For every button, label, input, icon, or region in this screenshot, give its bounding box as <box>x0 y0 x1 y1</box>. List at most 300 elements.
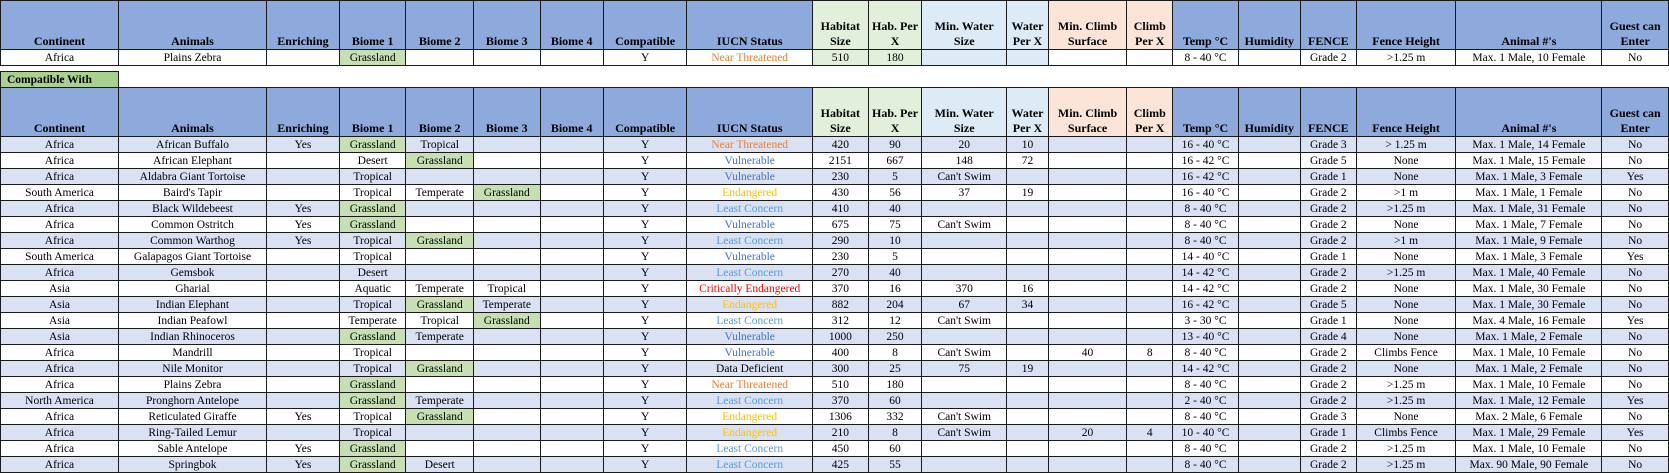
cell-fence-height[interactable]: None <box>1356 153 1456 169</box>
cell-fence[interactable]: Grade 2 <box>1300 377 1356 393</box>
cell-continent[interactable]: Africa <box>1 361 119 377</box>
cell-hab-per-x[interactable]: 180 <box>868 50 922 66</box>
cell-water-per-x[interactable] <box>1007 217 1049 233</box>
main-header-biome-2[interactable]: Biome 2 <box>406 1 474 50</box>
cell-habitat-size[interactable]: 370 <box>812 393 868 409</box>
cell-temp[interactable]: 10 - 40 °C <box>1173 425 1238 441</box>
cell-guest-can-enter[interactable]: No <box>1602 361 1669 377</box>
cell-climb-per-x[interactable] <box>1127 457 1173 473</box>
cell-animal-counts[interactable]: Max. 2 Male, 6 Female <box>1456 409 1602 425</box>
cell-continent[interactable]: Africa <box>1 345 119 361</box>
cell-fence[interactable]: Grade 2 <box>1300 233 1356 249</box>
cell-compatible[interactable]: Y <box>603 393 687 409</box>
cell-hab-per-x[interactable]: 75 <box>868 217 922 233</box>
cell-water-per-x[interactable] <box>1007 345 1049 361</box>
cell-temp[interactable]: 8 - 40 °C <box>1173 201 1238 217</box>
cell-min-water-size[interactable]: 75 <box>922 361 1007 377</box>
cell-hab-per-x[interactable]: 5 <box>868 169 922 185</box>
cell-enriching[interactable]: Yes <box>267 441 340 457</box>
cell-min-water-size[interactable]: Can't Swim <box>922 345 1007 361</box>
cell-min-climb-surface[interactable] <box>1048 169 1126 185</box>
cell-min-climb-surface[interactable] <box>1048 441 1126 457</box>
cell-temp[interactable]: 14 - 42 °C <box>1173 265 1238 281</box>
cell-water-per-x[interactable] <box>1007 329 1049 345</box>
cell-habitat-size[interactable]: 1306 <box>812 409 868 425</box>
cell-climb-per-x[interactable] <box>1127 409 1173 425</box>
cell-biome-2[interactable]: Grassland <box>406 233 474 249</box>
cell-biome-1[interactable]: Tropical <box>339 409 406 425</box>
cell-climb-per-x[interactable] <box>1127 313 1173 329</box>
cell-animals[interactable]: Sable Antelope <box>118 441 266 457</box>
cell-animals[interactable]: Indian Rhinoceros <box>118 329 266 345</box>
cell-climb-per-x[interactable] <box>1127 329 1173 345</box>
cell-min-climb-surface[interactable] <box>1048 377 1126 393</box>
cell-fence-height[interactable]: None <box>1356 361 1456 377</box>
cell-animal-counts[interactable]: Max. 1 Male, 15 Female <box>1456 153 1602 169</box>
cell-enriching[interactable] <box>267 265 340 281</box>
cell-biome-3[interactable] <box>474 457 541 473</box>
cell-continent[interactable]: South America <box>1 185 119 201</box>
cell-fence-height[interactable]: Climbs Fence <box>1356 345 1456 361</box>
cell-biome-2[interactable] <box>406 425 474 441</box>
cell-hab-per-x[interactable]: 667 <box>868 153 922 169</box>
cell-compatible[interactable]: Y <box>603 201 687 217</box>
cell-animal-counts[interactable]: Max. 1 Male, 14 Female <box>1456 137 1602 153</box>
cell-biome-3[interactable] <box>474 425 541 441</box>
cell-fence-height[interactable]: >1 m <box>1356 185 1456 201</box>
cell-guest-can-enter[interactable]: No <box>1602 345 1669 361</box>
cell-min-climb-surface[interactable] <box>1048 409 1126 425</box>
cell-animal-counts[interactable]: Max. 1 Male, 7 Female <box>1456 217 1602 233</box>
cell-continent[interactable]: Africa <box>1 169 119 185</box>
cell-fence[interactable]: Grade 2 <box>1300 201 1356 217</box>
cell-enriching[interactable] <box>267 297 340 313</box>
main-header-hab-per-x[interactable]: Hab. Per X <box>868 1 922 50</box>
cell-climb-per-x[interactable] <box>1127 185 1173 201</box>
cell-animal-counts[interactable]: Max. 1 Male, 9 Female <box>1456 233 1602 249</box>
compat-header-biome-3[interactable]: Biome 3 <box>474 88 541 137</box>
cell-fence[interactable]: Grade 2 <box>1300 281 1356 297</box>
cell-animals[interactable]: Baird's Tapir <box>118 185 266 201</box>
cell-biome-2[interactable] <box>406 50 474 66</box>
cell-habitat-size[interactable]: 450 <box>812 441 868 457</box>
cell-habitat-size[interactable]: 510 <box>812 377 868 393</box>
cell-biome-1[interactable]: Tropical <box>339 297 406 313</box>
cell-compatible[interactable]: Y <box>603 329 687 345</box>
compat-header-fence-height[interactable]: Fence Height <box>1356 88 1456 137</box>
cell-temp[interactable]: 8 - 40 °C <box>1173 457 1238 473</box>
cell-water-per-x[interactable] <box>1007 249 1049 265</box>
cell-habitat-size[interactable]: 882 <box>812 297 868 313</box>
cell-climb-per-x[interactable] <box>1127 201 1173 217</box>
cell-guest-can-enter[interactable]: Yes <box>1602 393 1669 409</box>
cell-min-water-size[interactable] <box>922 457 1007 473</box>
cell-iucn-status[interactable]: Near Threatened <box>687 137 813 153</box>
cell-biome-1[interactable]: Tropical <box>339 249 406 265</box>
cell-biome-2[interactable]: Grassland <box>406 153 474 169</box>
cell-biome-4[interactable] <box>540 249 603 265</box>
cell-continent[interactable]: Africa <box>1 217 119 233</box>
cell-temp[interactable]: 16 - 42 °C <box>1173 169 1238 185</box>
cell-min-water-size[interactable]: 20 <box>922 137 1007 153</box>
compat-header-animals[interactable]: Animals <box>118 88 266 137</box>
cell-fence[interactable]: Grade 3 <box>1300 137 1356 153</box>
cell-animal-counts[interactable]: Max. 1 Male, 10 Female <box>1456 377 1602 393</box>
cell-guest-can-enter[interactable]: No <box>1602 153 1669 169</box>
cell-climb-per-x[interactable] <box>1127 393 1173 409</box>
cell-biome-4[interactable] <box>540 393 603 409</box>
cell-habitat-size[interactable]: 2151 <box>812 153 868 169</box>
cell-guest-can-enter[interactable]: No <box>1602 377 1669 393</box>
cell-enriching[interactable] <box>267 377 340 393</box>
cell-biome-2[interactable] <box>406 169 474 185</box>
cell-guest-can-enter[interactable]: No <box>1602 329 1669 345</box>
cell-iucn-status[interactable]: Vulnerable <box>687 329 813 345</box>
cell-temp[interactable]: 14 - 42 °C <box>1173 281 1238 297</box>
cell-continent[interactable]: Asia <box>1 313 119 329</box>
cell-habitat-size[interactable]: 420 <box>812 137 868 153</box>
cell-min-water-size[interactable]: Can't Swim <box>922 409 1007 425</box>
cell-temp[interactable]: 8 - 40 °C <box>1173 409 1238 425</box>
cell-hab-per-x[interactable]: 5 <box>868 249 922 265</box>
cell-continent[interactable]: Africa <box>1 153 119 169</box>
cell-fence[interactable]: Grade 2 <box>1300 441 1356 457</box>
cell-animal-counts[interactable]: Max. 1 Male, 30 Female <box>1456 297 1602 313</box>
cell-guest-can-enter[interactable]: No <box>1602 297 1669 313</box>
cell-compatible[interactable]: Y <box>603 313 687 329</box>
cell-min-climb-surface[interactable] <box>1048 313 1126 329</box>
cell-min-climb-surface[interactable] <box>1048 393 1126 409</box>
cell-temp[interactable]: 2 - 40 °C <box>1173 393 1238 409</box>
cell-fence-height[interactable]: None <box>1356 281 1456 297</box>
cell-min-climb-surface[interactable] <box>1048 265 1126 281</box>
cell-compatible[interactable]: Y <box>603 297 687 313</box>
cell-climb-per-x[interactable] <box>1127 361 1173 377</box>
cell-animals[interactable]: Gemsbok <box>118 265 266 281</box>
cell-min-climb-surface[interactable] <box>1048 217 1126 233</box>
cell-habitat-size[interactable]: 430 <box>812 185 868 201</box>
cell-animals[interactable]: Plains Zebra <box>118 377 266 393</box>
cell-fence[interactable]: Grade 1 <box>1300 249 1356 265</box>
cell-biome-3[interactable] <box>474 377 541 393</box>
cell-iucn-status[interactable]: Least Concern <box>687 393 813 409</box>
cell-guest-can-enter[interactable]: No <box>1602 441 1669 457</box>
cell-min-water-size[interactable]: 148 <box>922 153 1007 169</box>
cell-hab-per-x[interactable]: 55 <box>868 457 922 473</box>
cell-animal-counts[interactable]: Max. 4 Male, 16 Female <box>1456 313 1602 329</box>
cell-temp[interactable]: 8 - 40 °C <box>1173 441 1238 457</box>
cell-temp[interactable]: 8 - 40 °C <box>1173 345 1238 361</box>
cell-min-climb-surface[interactable] <box>1048 50 1126 66</box>
cell-iucn-status[interactable]: Vulnerable <box>687 153 813 169</box>
cell-fence[interactable]: Grade 5 <box>1300 153 1356 169</box>
cell-enriching[interactable]: Yes <box>267 409 340 425</box>
cell-enriching[interactable]: Yes <box>267 217 340 233</box>
cell-biome-3[interactable] <box>474 169 541 185</box>
cell-biome-2[interactable] <box>406 201 474 217</box>
cell-continent[interactable]: Asia <box>1 297 119 313</box>
cell-biome-4[interactable] <box>540 153 603 169</box>
cell-compatible[interactable]: Y <box>603 217 687 233</box>
cell-biome-3[interactable] <box>474 249 541 265</box>
cell-humidity[interactable] <box>1238 185 1300 201</box>
cell-enriching[interactable]: Yes <box>267 201 340 217</box>
cell-biome-4[interactable] <box>540 361 603 377</box>
cell-iucn-status[interactable]: Endangered <box>687 409 813 425</box>
compat-header-biome-2[interactable]: Biome 2 <box>406 88 474 137</box>
cell-enriching[interactable] <box>267 345 340 361</box>
cell-biome-1[interactable]: Tropical <box>339 361 406 377</box>
cell-animals[interactable]: Mandrill <box>118 345 266 361</box>
compat-header-continent[interactable]: Continent <box>1 88 119 137</box>
cell-climb-per-x[interactable] <box>1127 281 1173 297</box>
cell-min-climb-surface[interactable]: 20 <box>1048 425 1126 441</box>
cell-fence-height[interactable]: None <box>1356 409 1456 425</box>
cell-fence-height[interactable]: None <box>1356 313 1456 329</box>
cell-enriching[interactable] <box>267 313 340 329</box>
cell-water-per-x[interactable]: 34 <box>1007 297 1049 313</box>
cell-fence[interactable]: Grade 2 <box>1300 345 1356 361</box>
cell-animals[interactable]: Black Wildebeest <box>118 201 266 217</box>
cell-biome-4[interactable] <box>540 233 603 249</box>
cell-climb-per-x[interactable]: 4 <box>1127 425 1173 441</box>
cell-fence-height[interactable]: >1.25 m <box>1356 393 1456 409</box>
cell-biome-3[interactable] <box>474 50 541 66</box>
cell-iucn-status[interactable]: Vulnerable <box>687 345 813 361</box>
cell-biome-4[interactable] <box>540 377 603 393</box>
cell-fence[interactable]: Grade 2 <box>1300 361 1356 377</box>
cell-guest-can-enter[interactable]: Yes <box>1602 169 1669 185</box>
cell-continent[interactable]: Africa <box>1 457 119 473</box>
cell-min-water-size[interactable]: Can't Swim <box>922 425 1007 441</box>
compat-header-compatible[interactable]: Compatible <box>603 88 687 137</box>
cell-animals[interactable]: African Buffalo <box>118 137 266 153</box>
cell-compatible[interactable]: Y <box>603 249 687 265</box>
cell-humidity[interactable] <box>1238 201 1300 217</box>
cell-biome-2[interactable] <box>406 345 474 361</box>
cell-fence-height[interactable]: None <box>1356 249 1456 265</box>
cell-animal-counts[interactable]: Max. 1 Male, 10 Female <box>1456 345 1602 361</box>
cell-iucn-status[interactable]: Least Concern <box>687 201 813 217</box>
cell-min-climb-surface[interactable] <box>1048 233 1126 249</box>
cell-continent[interactable]: Africa <box>1 425 119 441</box>
cell-humidity[interactable] <box>1238 50 1300 66</box>
cell-biome-4[interactable] <box>540 425 603 441</box>
cell-habitat-size[interactable]: 425 <box>812 457 868 473</box>
cell-hab-per-x[interactable]: 12 <box>868 313 922 329</box>
cell-iucn-status[interactable]: Critically Endangered <box>687 281 813 297</box>
cell-habitat-size[interactable]: 370 <box>812 281 868 297</box>
cell-climb-per-x[interactable] <box>1127 441 1173 457</box>
cell-animal-counts[interactable]: Max. 1 Male, 3 Female <box>1456 169 1602 185</box>
cell-habitat-size[interactable]: 1000 <box>812 329 868 345</box>
cell-water-per-x[interactable]: 19 <box>1007 185 1049 201</box>
cell-biome-2[interactable]: Desert <box>406 457 474 473</box>
cell-animals[interactable]: Galapagos Giant Tortoise <box>118 249 266 265</box>
cell-climb-per-x[interactable] <box>1127 137 1173 153</box>
cell-fence[interactable]: Grade 1 <box>1300 169 1356 185</box>
cell-biome-1[interactable]: Grassland <box>339 441 406 457</box>
cell-humidity[interactable] <box>1238 377 1300 393</box>
main-header-biome-4[interactable]: Biome 4 <box>540 1 603 50</box>
cell-fence-height[interactable]: >1.25 m <box>1356 265 1456 281</box>
cell-water-per-x[interactable]: 16 <box>1007 281 1049 297</box>
cell-animals[interactable]: Common Warthog <box>118 233 266 249</box>
main-header-continent[interactable]: Continent <box>1 1 119 50</box>
cell-habitat-size[interactable]: 410 <box>812 201 868 217</box>
cell-water-per-x[interactable] <box>1007 50 1049 66</box>
cell-hab-per-x[interactable]: 250 <box>868 329 922 345</box>
cell-biome-4[interactable] <box>540 265 603 281</box>
cell-animal-counts[interactable]: Max. 1 Male, 3 Female <box>1456 249 1602 265</box>
cell-biome-3[interactable] <box>474 153 541 169</box>
cell-guest-can-enter[interactable]: No <box>1602 137 1669 153</box>
cell-biome-2[interactable] <box>406 217 474 233</box>
cell-temp[interactable]: 16 - 42 °C <box>1173 153 1238 169</box>
cell-iucn-status[interactable]: Least Concern <box>687 313 813 329</box>
cell-guest-can-enter[interactable]: No <box>1602 281 1669 297</box>
cell-climb-per-x[interactable] <box>1127 153 1173 169</box>
cell-compatible[interactable]: Y <box>603 169 687 185</box>
cell-humidity[interactable] <box>1238 217 1300 233</box>
cell-animals[interactable]: Gharial <box>118 281 266 297</box>
cell-biome-4[interactable] <box>540 169 603 185</box>
cell-water-per-x[interactable] <box>1007 313 1049 329</box>
cell-climb-per-x[interactable] <box>1127 50 1173 66</box>
cell-guest-can-enter[interactable]: No <box>1602 265 1669 281</box>
cell-min-water-size[interactable] <box>922 393 1007 409</box>
cell-biome-3[interactable] <box>474 265 541 281</box>
cell-animals[interactable]: Nile Monitor <box>118 361 266 377</box>
cell-temp[interactable]: 14 - 42 °C <box>1173 361 1238 377</box>
cell-habitat-size[interactable]: 312 <box>812 313 868 329</box>
cell-compatible[interactable]: Y <box>603 361 687 377</box>
cell-fence[interactable]: Grade 1 <box>1300 425 1356 441</box>
cell-biome-3[interactable] <box>474 217 541 233</box>
cell-habitat-size[interactable]: 290 <box>812 233 868 249</box>
cell-humidity[interactable] <box>1238 137 1300 153</box>
cell-min-water-size[interactable]: 37 <box>922 185 1007 201</box>
cell-water-per-x[interactable] <box>1007 457 1049 473</box>
cell-temp[interactable]: 8 - 40 °C <box>1173 50 1238 66</box>
cell-iucn-status[interactable]: Vulnerable <box>687 169 813 185</box>
main-header-compatible[interactable]: Compatible <box>603 1 687 50</box>
cell-fence-height[interactable]: Climbs Fence <box>1356 425 1456 441</box>
cell-hab-per-x[interactable]: 60 <box>868 441 922 457</box>
cell-biome-1[interactable]: Desert <box>339 153 406 169</box>
cell-continent[interactable]: South America <box>1 249 119 265</box>
cell-animal-counts[interactable]: Max. 1 Male, 2 Female <box>1456 361 1602 377</box>
cell-guest-can-enter[interactable]: No <box>1602 50 1669 66</box>
cell-min-water-size[interactable] <box>922 249 1007 265</box>
compat-header-guest-can-enter[interactable]: Guest can Enter <box>1602 88 1669 137</box>
cell-guest-can-enter[interactable]: Yes <box>1602 313 1669 329</box>
cell-enriching[interactable] <box>267 361 340 377</box>
cell-fence-height[interactable]: > 1.25 m <box>1356 137 1456 153</box>
cell-min-water-size[interactable] <box>922 441 1007 457</box>
cell-humidity[interactable] <box>1238 153 1300 169</box>
cell-min-climb-surface[interactable] <box>1048 249 1126 265</box>
compat-header-fence[interactable]: FENCE <box>1300 88 1356 137</box>
cell-biome-1[interactable]: Tropical <box>339 185 406 201</box>
cell-water-per-x[interactable] <box>1007 233 1049 249</box>
cell-animal-counts[interactable]: Max. 1 Male, 31 Female <box>1456 201 1602 217</box>
cell-biome-2[interactable] <box>406 377 474 393</box>
cell-biome-3[interactable]: Grassland <box>474 185 541 201</box>
cell-water-per-x[interactable] <box>1007 393 1049 409</box>
cell-animal-counts[interactable]: Max. 1 Male, 29 Female <box>1456 425 1602 441</box>
cell-enriching[interactable] <box>267 281 340 297</box>
cell-fence[interactable]: Grade 2 <box>1300 50 1356 66</box>
cell-water-per-x[interactable]: 19 <box>1007 361 1049 377</box>
cell-biome-3[interactable] <box>474 441 541 457</box>
cell-biome-2[interactable]: Tropical <box>406 137 474 153</box>
cell-continent[interactable]: North America <box>1 393 119 409</box>
cell-hab-per-x[interactable]: 204 <box>868 297 922 313</box>
cell-hab-per-x[interactable]: 8 <box>868 425 922 441</box>
main-header-biome-3[interactable]: Biome 3 <box>474 1 541 50</box>
cell-compatible[interactable]: Y <box>603 377 687 393</box>
cell-animals[interactable]: Aldabra Giant Tortoise <box>118 169 266 185</box>
compat-header-climb-per-x[interactable]: Climb Per X <box>1127 88 1173 137</box>
cell-enriching[interactable] <box>267 169 340 185</box>
compat-header-animal-counts[interactable]: Animal #'s <box>1456 88 1602 137</box>
main-header-animals[interactable]: Animals <box>118 1 266 50</box>
compat-header-habitat-size[interactable]: Habitat Size <box>812 88 868 137</box>
cell-biome-4[interactable] <box>540 281 603 297</box>
cell-animals[interactable]: Common Ostritch <box>118 217 266 233</box>
cell-animals[interactable]: Springbok <box>118 457 266 473</box>
cell-biome-1[interactable]: Tropical <box>339 425 406 441</box>
cell-biome-4[interactable] <box>540 185 603 201</box>
cell-biome-3[interactable] <box>474 393 541 409</box>
cell-biome-1[interactable]: Grassland <box>339 377 406 393</box>
cell-min-water-size[interactable] <box>922 50 1007 66</box>
cell-biome-1[interactable]: Grassland <box>339 329 406 345</box>
cell-habitat-size[interactable]: 230 <box>812 169 868 185</box>
cell-fence-height[interactable]: >1.25 m <box>1356 201 1456 217</box>
cell-climb-per-x[interactable] <box>1127 265 1173 281</box>
cell-biome-3[interactable] <box>474 233 541 249</box>
cell-water-per-x[interactable] <box>1007 425 1049 441</box>
cell-animals[interactable]: Ring-Tailed Lemur <box>118 425 266 441</box>
cell-animal-counts[interactable]: Max. 1 Male, 10 Female <box>1456 441 1602 457</box>
cell-compatible[interactable]: Y <box>603 137 687 153</box>
cell-animals[interactable]: Pronghorn Antelope <box>118 393 266 409</box>
cell-enriching[interactable] <box>267 153 340 169</box>
cell-enriching[interactable] <box>267 393 340 409</box>
main-header-animal-counts[interactable]: Animal #'s <box>1456 1 1602 50</box>
cell-biome-2[interactable] <box>406 249 474 265</box>
cell-habitat-size[interactable]: 210 <box>812 425 868 441</box>
cell-humidity[interactable] <box>1238 265 1300 281</box>
cell-biome-1[interactable]: Tropical <box>339 345 406 361</box>
main-header-min-climb-surface[interactable]: Min. Climb Surface <box>1048 1 1126 50</box>
cell-biome-1[interactable]: Grassland <box>339 393 406 409</box>
cell-humidity[interactable] <box>1238 297 1300 313</box>
cell-biome-3[interactable] <box>474 201 541 217</box>
cell-animals[interactable]: Indian Peafowl <box>118 313 266 329</box>
cell-water-per-x[interactable] <box>1007 441 1049 457</box>
compat-header-humidity[interactable]: Humidity <box>1238 88 1300 137</box>
cell-biome-3[interactable]: Temperate <box>474 297 541 313</box>
cell-guest-can-enter[interactable]: No <box>1602 233 1669 249</box>
cell-iucn-status[interactable]: Endangered <box>687 297 813 313</box>
cell-biome-4[interactable] <box>540 201 603 217</box>
cell-fence-height[interactable]: None <box>1356 217 1456 233</box>
cell-hab-per-x[interactable]: 60 <box>868 393 922 409</box>
cell-compatible[interactable]: Y <box>603 185 687 201</box>
